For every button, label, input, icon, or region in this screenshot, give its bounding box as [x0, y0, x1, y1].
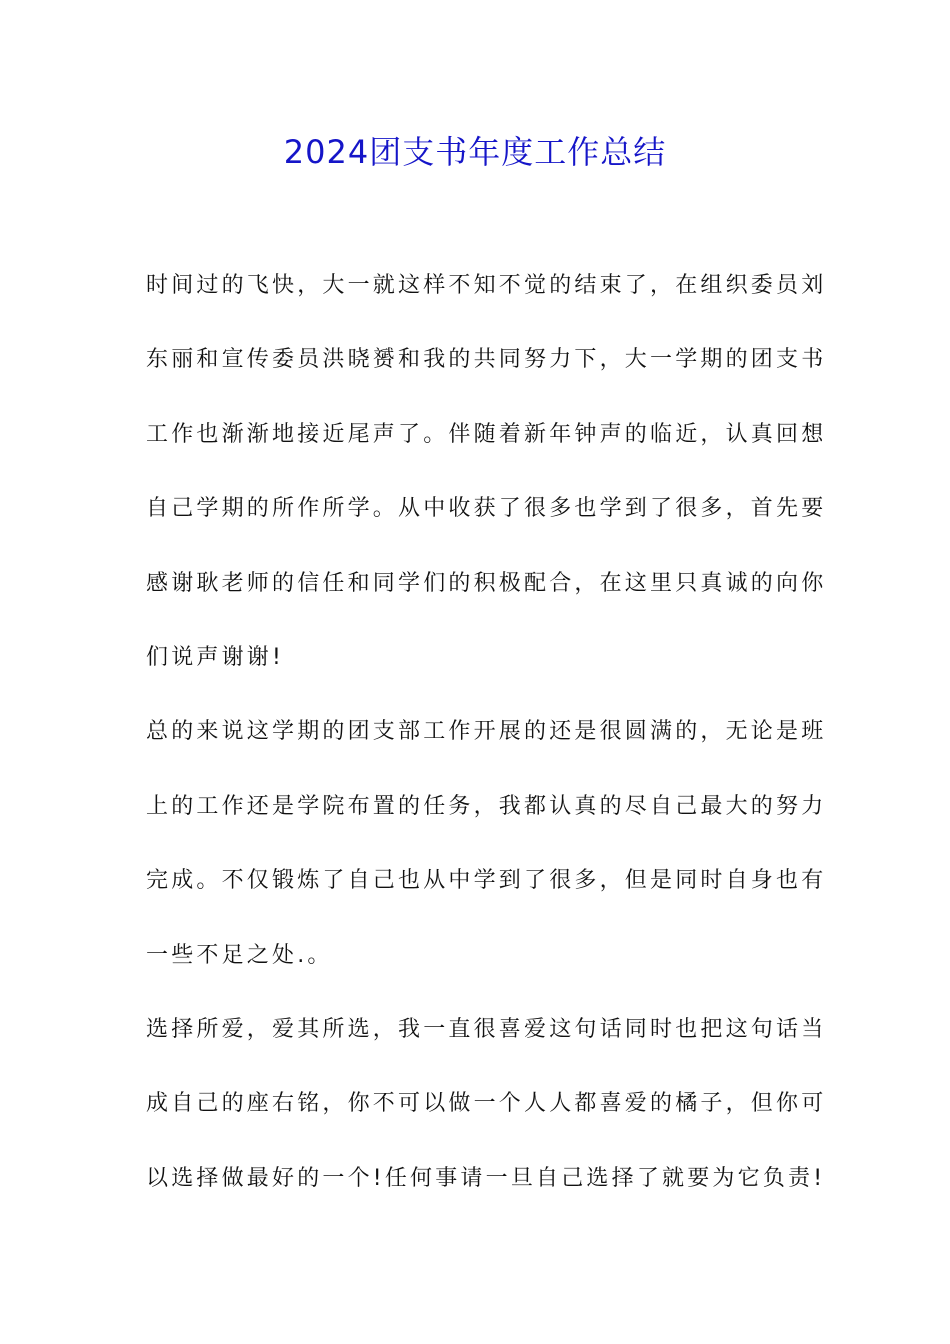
body-line: 工作也渐渐地接近尾声了。伴随着新年钟声的临近，认真回想 [146, 421, 827, 447]
body-line: 东丽和宣传委员洪晓赟和我的共同努力下，大一学期的团支书 [146, 347, 827, 373]
body-line: 成自己的座右铭，你不可以做一个人人都喜爱的橘子，但你可 [146, 1091, 827, 1117]
body-line: 自己学期的所作所学。从中收获了很多也学到了很多，首先要 [146, 496, 827, 522]
body-line: 以选择做最好的一个!任何事请一旦自己选择了就要为它负责! [146, 1165, 826, 1191]
body-line: 一些不足之处.。 [146, 942, 333, 968]
body-line: 时间过的飞快，大一就这样不知不觉的结束了，在组织委员刘 [146, 273, 827, 298]
body-line: 总的来说这学期的团支部工作开展的还是很圆满的，无论是班 [146, 719, 827, 745]
body-line: 感谢耿老师的信任和同学们的积极配合，在这里只真诚的向你 [146, 570, 827, 596]
body-line: 选择所爱，爱其所选，我一直很喜爱这句话同时也把这句话当 [146, 1016, 827, 1042]
body-line: 完成。不仅锻炼了自己也从中学到了很多，但是同时自身也有 [146, 868, 827, 894]
document-body [146, 262, 827, 1229]
body-line: 上的工作还是学院布置的任务，我都认真的尽自己最大的努力 [146, 793, 827, 819]
body-line: 们说声谢谢! [146, 644, 285, 670]
document-title: 2024团支书年度工作总结 [283, 133, 667, 171]
